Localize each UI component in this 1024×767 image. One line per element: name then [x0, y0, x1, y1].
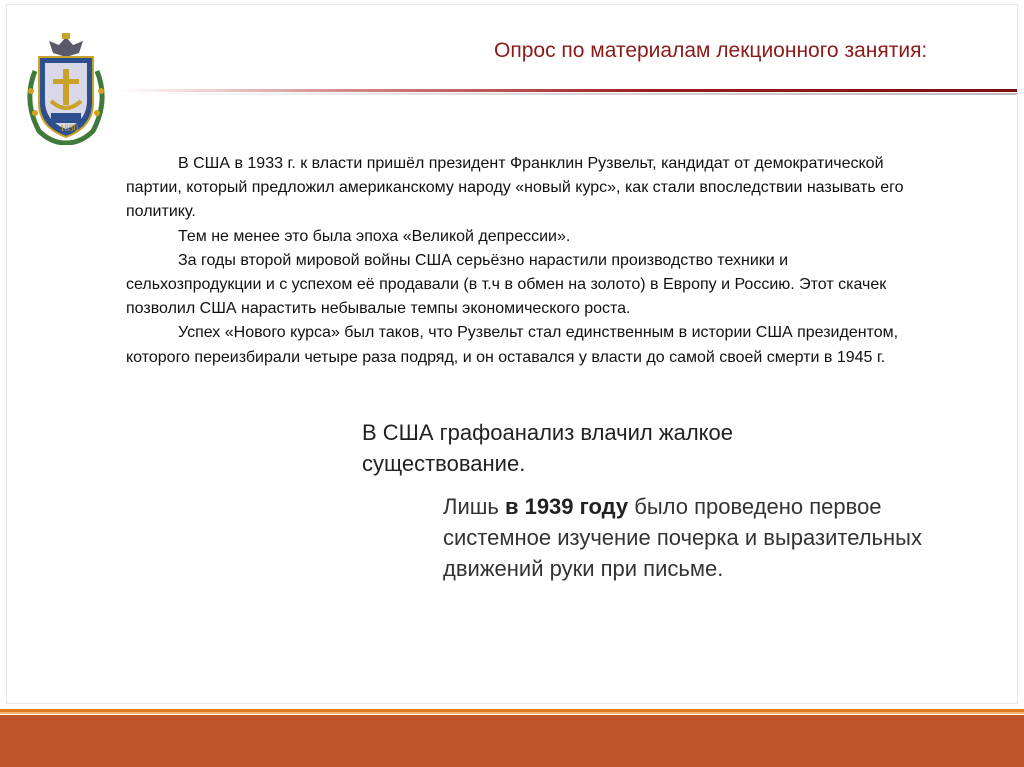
- callout-1939-study: [443, 491, 923, 584]
- callout-1939-year: в 1939 году: [504, 494, 629, 519]
- paragraph-depression: Тем не менее это была эпоха «Великой депрессии».: [178, 227, 571, 245]
- logo-year: 1830: [60, 123, 78, 133]
- footer-accent-line-light: [0, 712, 1024, 714]
- callout-1939-before: Лишь: [443, 494, 505, 519]
- slide: [6, 4, 1018, 704]
- slide-title: Опрос по материалам лекционного занятия:: [494, 39, 928, 62]
- body-text: [126, 152, 906, 370]
- title-divider: [117, 89, 1017, 92]
- footer-bar: [0, 715, 1024, 767]
- paragraph-wartime-growth: За годы второй мировой войны США серьёзно нарастили производство техники и сельхозпродукции и с успехом её продавали (в т.ч в обмен на золото) в Европу и Россию. Этот скачек позволил США нарастить небывалые темпы экономического роста.: [126, 251, 887, 318]
- callout-1939-after: было проведено первое системное изучение почерка и выразительных движений руки при письме.: [443, 494, 922, 581]
- paragraph-roosevelt: В США в 1933 г. к власти пришёл президент Франклин Рузвельт, кандидат от демократической партии, который предложил американскому народу «новый курс», как стали впоследствии называть его политику.: [126, 155, 904, 221]
- title-divider-shadow: [117, 93, 1017, 95]
- paragraph-new-deal-success: Успех «Нового курса» был таков, что Рузвельт стал единственным в истории США президентом, которого переизбирали четыре раза подряд, и он оставался у власти до самой своей смерти в 1945 г.: [126, 324, 899, 366]
- callout-graphoanalysis: В США графоанализ влачил жалкое существование.: [362, 420, 734, 476]
